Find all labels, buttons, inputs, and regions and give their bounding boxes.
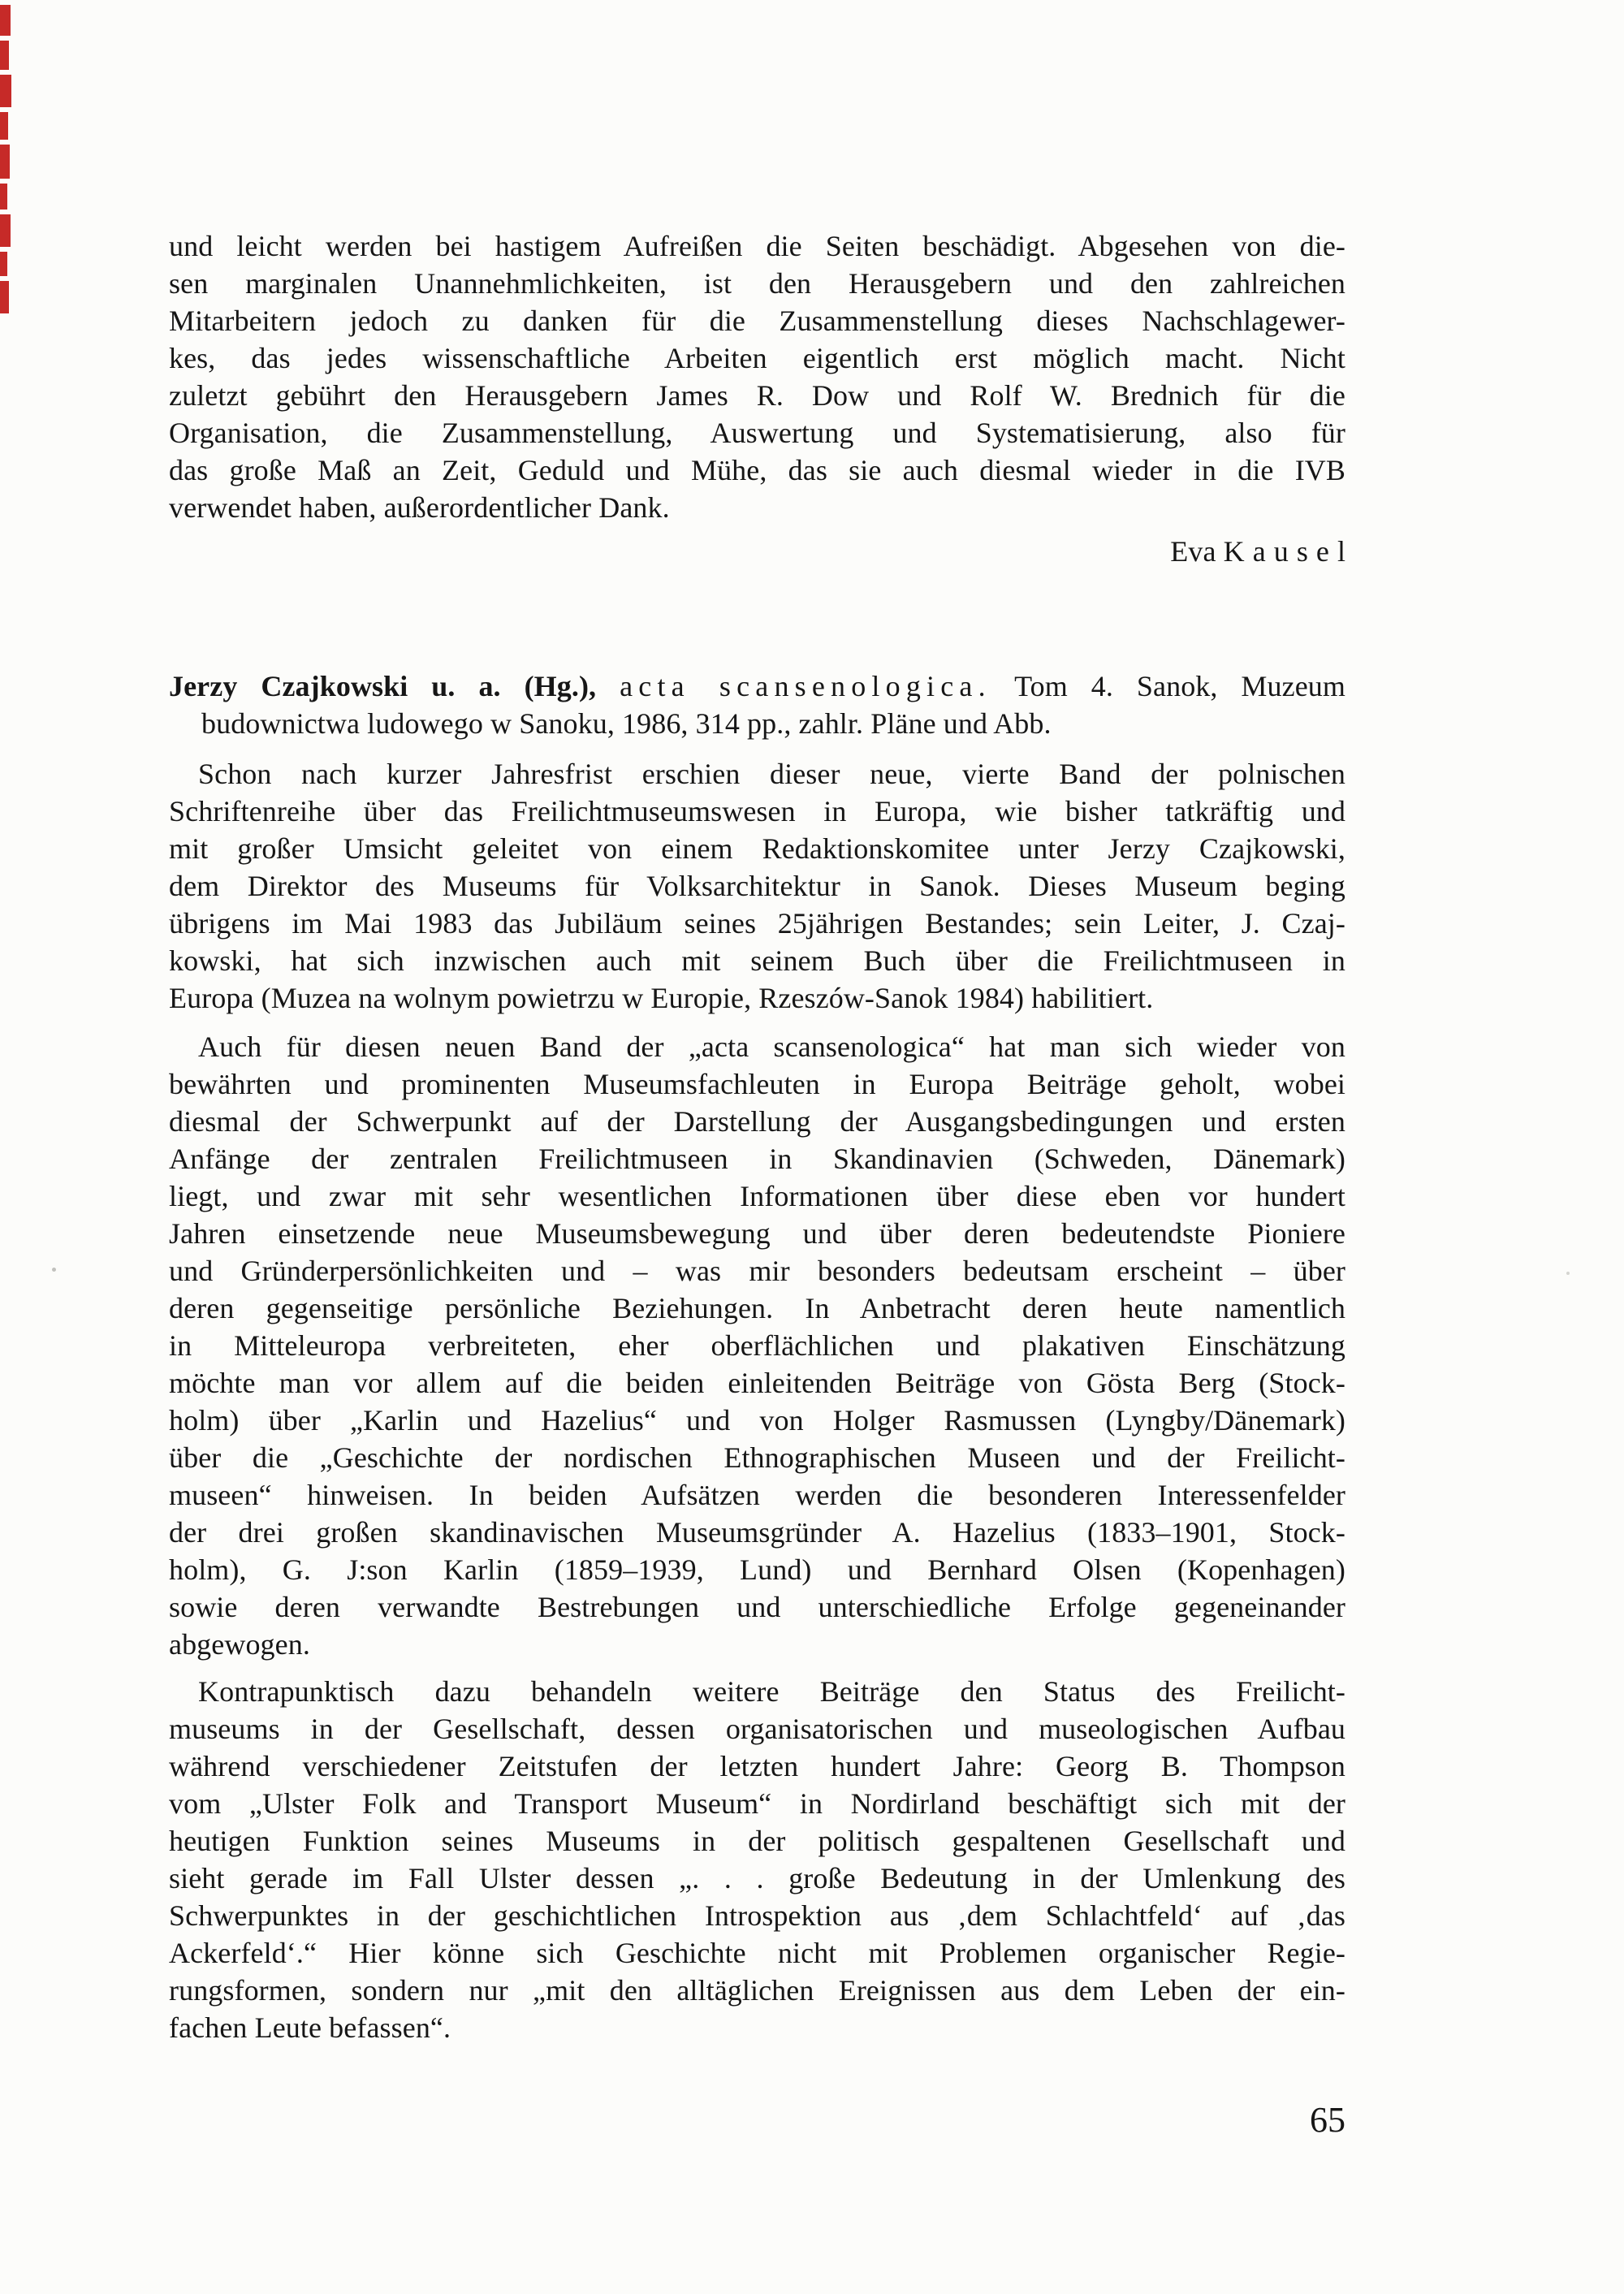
text-line: der drei großen skandinavischen Museumsgründer A. Hazelius (1833–1901, Stock- — [169, 1516, 1345, 1549]
heading-editors: Jerzy Czajkowski u. a. (Hg.), — [169, 670, 597, 702]
page-number: 65 — [1310, 2100, 1345, 2140]
text-line: bewährten und prominenten Museumsfachleuten in Europa Beiträge geholt, wobei — [169, 1068, 1345, 1100]
text-line: zuletzt gebührt den Herausgebern James R. Dow und Rolf W. Brednich für die — [169, 379, 1345, 412]
text-line: und leicht werden bei hastigem Aufreißen die Seiten beschädigt. Abgesehen von die- — [169, 230, 1345, 262]
text-line: Mitarbeitern jedoch zu danken für die Zusammenstellung dieses Nachschlagewer- — [169, 305, 1345, 337]
text-line: Schwerpunktes in der geschichtlichen Introspektion aus ‚dem Schlachtfeld‘ auf ‚das — [169, 1899, 1345, 1932]
text-line: verwendet haben, außerordentlicher Dank. — [169, 491, 670, 524]
review-heading-line2: budownictwa ludowego w Sanoku, 1986, 314 pp., zahlr. Pläne und Abb. — [201, 707, 1052, 740]
text-line: liegt, und zwar mit sehr wesentlichen Informationen über diese eben vor hundert — [169, 1180, 1345, 1212]
text-line: Kontrapunktisch dazu behandeln weitere Beiträge den Status des Freilicht- — [198, 1675, 1345, 1708]
text-line: deren gegenseitige persönliche Beziehungen. In Anbetracht deren heute namentlich — [169, 1292, 1345, 1324]
signature-first-name: Eva — [1170, 535, 1224, 568]
text-line: Ackerfeld‘.“ Hier könne sich Geschichte nicht mit Problemen organischer Regie- — [169, 1937, 1345, 1969]
scan-edge-artifact — [0, 184, 7, 210]
scan-edge-artifact — [0, 75, 11, 107]
text-line: Auch für diesen neuen Band der „acta scansenologica“ hat man sich wieder von — [198, 1030, 1345, 1063]
review-heading — [169, 667, 1345, 742]
text-line: das große Maß an Zeit, Geduld und Mühe, das sie auch diesmal wieder in die IVB — [169, 454, 1345, 486]
text-line: holm), G. J:son Karlin (1859–1939, Lund) und Bernhard Olsen (Kopenhagen) — [169, 1553, 1345, 1586]
text-line: Jahren einsetzende neue Museumsbewegung und über deren bedeutendste Pioniere — [169, 1217, 1345, 1250]
text-line: dem Direktor des Museums für Volksarchitektur in Sanok. Dieses Museum beging — [169, 870, 1345, 902]
text-line: fachen Leute befassen“. — [169, 2011, 451, 2044]
scan-speck — [52, 1268, 56, 1272]
text-line: in Mitteleuropa verbreiteten, eher oberflächlichen und plakativen Einschätzung — [169, 1329, 1345, 1362]
signature-last-name: Kausel — [1223, 535, 1354, 568]
text-line: Schon nach kurzer Jahresfrist erschien dieser neue, vierte Band der polnischen — [198, 758, 1345, 790]
scan-edge-artifact — [0, 281, 9, 313]
text-line: holm) über „Karlin und Hazelius“ und von Holger Rasmussen (Lyngby/Dänemark) — [169, 1404, 1345, 1436]
scan-edge-artifact — [0, 5, 11, 36]
text-line: über die „Geschichte der nordischen Ethnographischen Museen und der Freilicht- — [169, 1441, 1345, 1474]
previous-review-paragraph — [169, 227, 1345, 526]
text-line: Schriftenreihe über das Freilichtmuseumswesen in Europa, wie bisher tatkräftig und — [169, 795, 1345, 827]
text-line: übrigens im Mai 1983 das Jubiläum seines 25jährigen Bestandes; sein Leiter, J. Czaj- — [169, 907, 1345, 940]
review-paragraph-1 — [169, 755, 1345, 1017]
scan-edge-artifact — [0, 41, 9, 70]
text-line: möchte man vor allem auf die beiden einleitenden Beiträge von Gösta Berg (Stock- — [169, 1367, 1345, 1399]
scan-edge-artifact — [0, 112, 8, 140]
text-line: kowski, hat sich inzwischen auch mit seinem Buch über die Freilichtmuseen in — [169, 944, 1345, 977]
text-line: abgewogen. — [169, 1628, 310, 1661]
text-line: kes, das jedes wissenschaftliche Arbeiten eigentlich erst möglich macht. Nicht — [169, 342, 1345, 374]
scan-edge-artifact — [0, 214, 11, 247]
heading-volume-place: Tom 4. Sanok, Muzeum — [1014, 670, 1345, 702]
text-line: Anfänge der zentralen Freilichtmuseen in Skandinavien (Schweden, Dänemark) — [169, 1143, 1345, 1175]
review-heading-line1 — [169, 667, 1345, 705]
text-line: diesmal der Schwerpunkt auf der Darstellung der Ausgangsbedingungen und ersten — [169, 1105, 1345, 1138]
text-line: heutigen Funktion seines Museums in der politisch gespaltenen Gesellschaft und — [169, 1825, 1345, 1857]
review-paragraph-2 — [169, 1028, 1345, 1663]
scan-edge-artifact — [0, 252, 7, 276]
scan-speck — [1566, 1272, 1570, 1275]
text-line: und Gründerpersönlichkeiten und – was mir besonders bedeutsam erscheint – über — [169, 1255, 1345, 1287]
text-line: museen“ hinweisen. In beiden Aufsätzen werden die besonderen Interessenfelder — [169, 1479, 1345, 1511]
text-line: sowie deren verwandte Bestrebungen und unterschiedliche Erfolge gegeneinander — [169, 1591, 1345, 1623]
review-paragraph-3 — [169, 1673, 1345, 2046]
text-line: während verschiedener Zeitstufen der letzten hundert Jahre: Georg B. Thompson — [169, 1750, 1345, 1782]
text-line: sieht gerade im Fall Ulster dessen „. . . große Bedeutung in der Umlenkung des — [169, 1862, 1345, 1894]
scan-edge-artifact — [0, 145, 10, 179]
text-line: sen marginalen Unannehmlichkeiten, ist den Herausgebern und den zahlreichen — [169, 267, 1345, 300]
text-line: rungsformen, sondern nur „mit den alltäglichen Ereignissen aus dem Leben der ein- — [169, 1974, 1345, 2007]
text-line: museums in der Gesellschaft, dessen organisatorischen und museologischen Aufbau — [169, 1713, 1345, 1745]
heading-series-title: acta scansenologica. — [620, 670, 991, 702]
reviewer-signature — [169, 533, 1354, 570]
text-line: Organisation, die Zusammenstellung, Auswertung und Systematisierung, also für — [169, 417, 1345, 449]
text-line: mit großer Umsicht geleitet von einem Redaktionskomitee unter Jerzy Czajkowski, — [169, 832, 1345, 865]
text-line: vom „Ulster Folk and Transport Museum“ in Nordirland beschäftigt sich mit der — [169, 1787, 1345, 1820]
text-line: Europa (Muzea na wolnym powietrzu w Europie, Rzeszów-Sanok 1984) habilitiert. — [169, 982, 1154, 1014]
